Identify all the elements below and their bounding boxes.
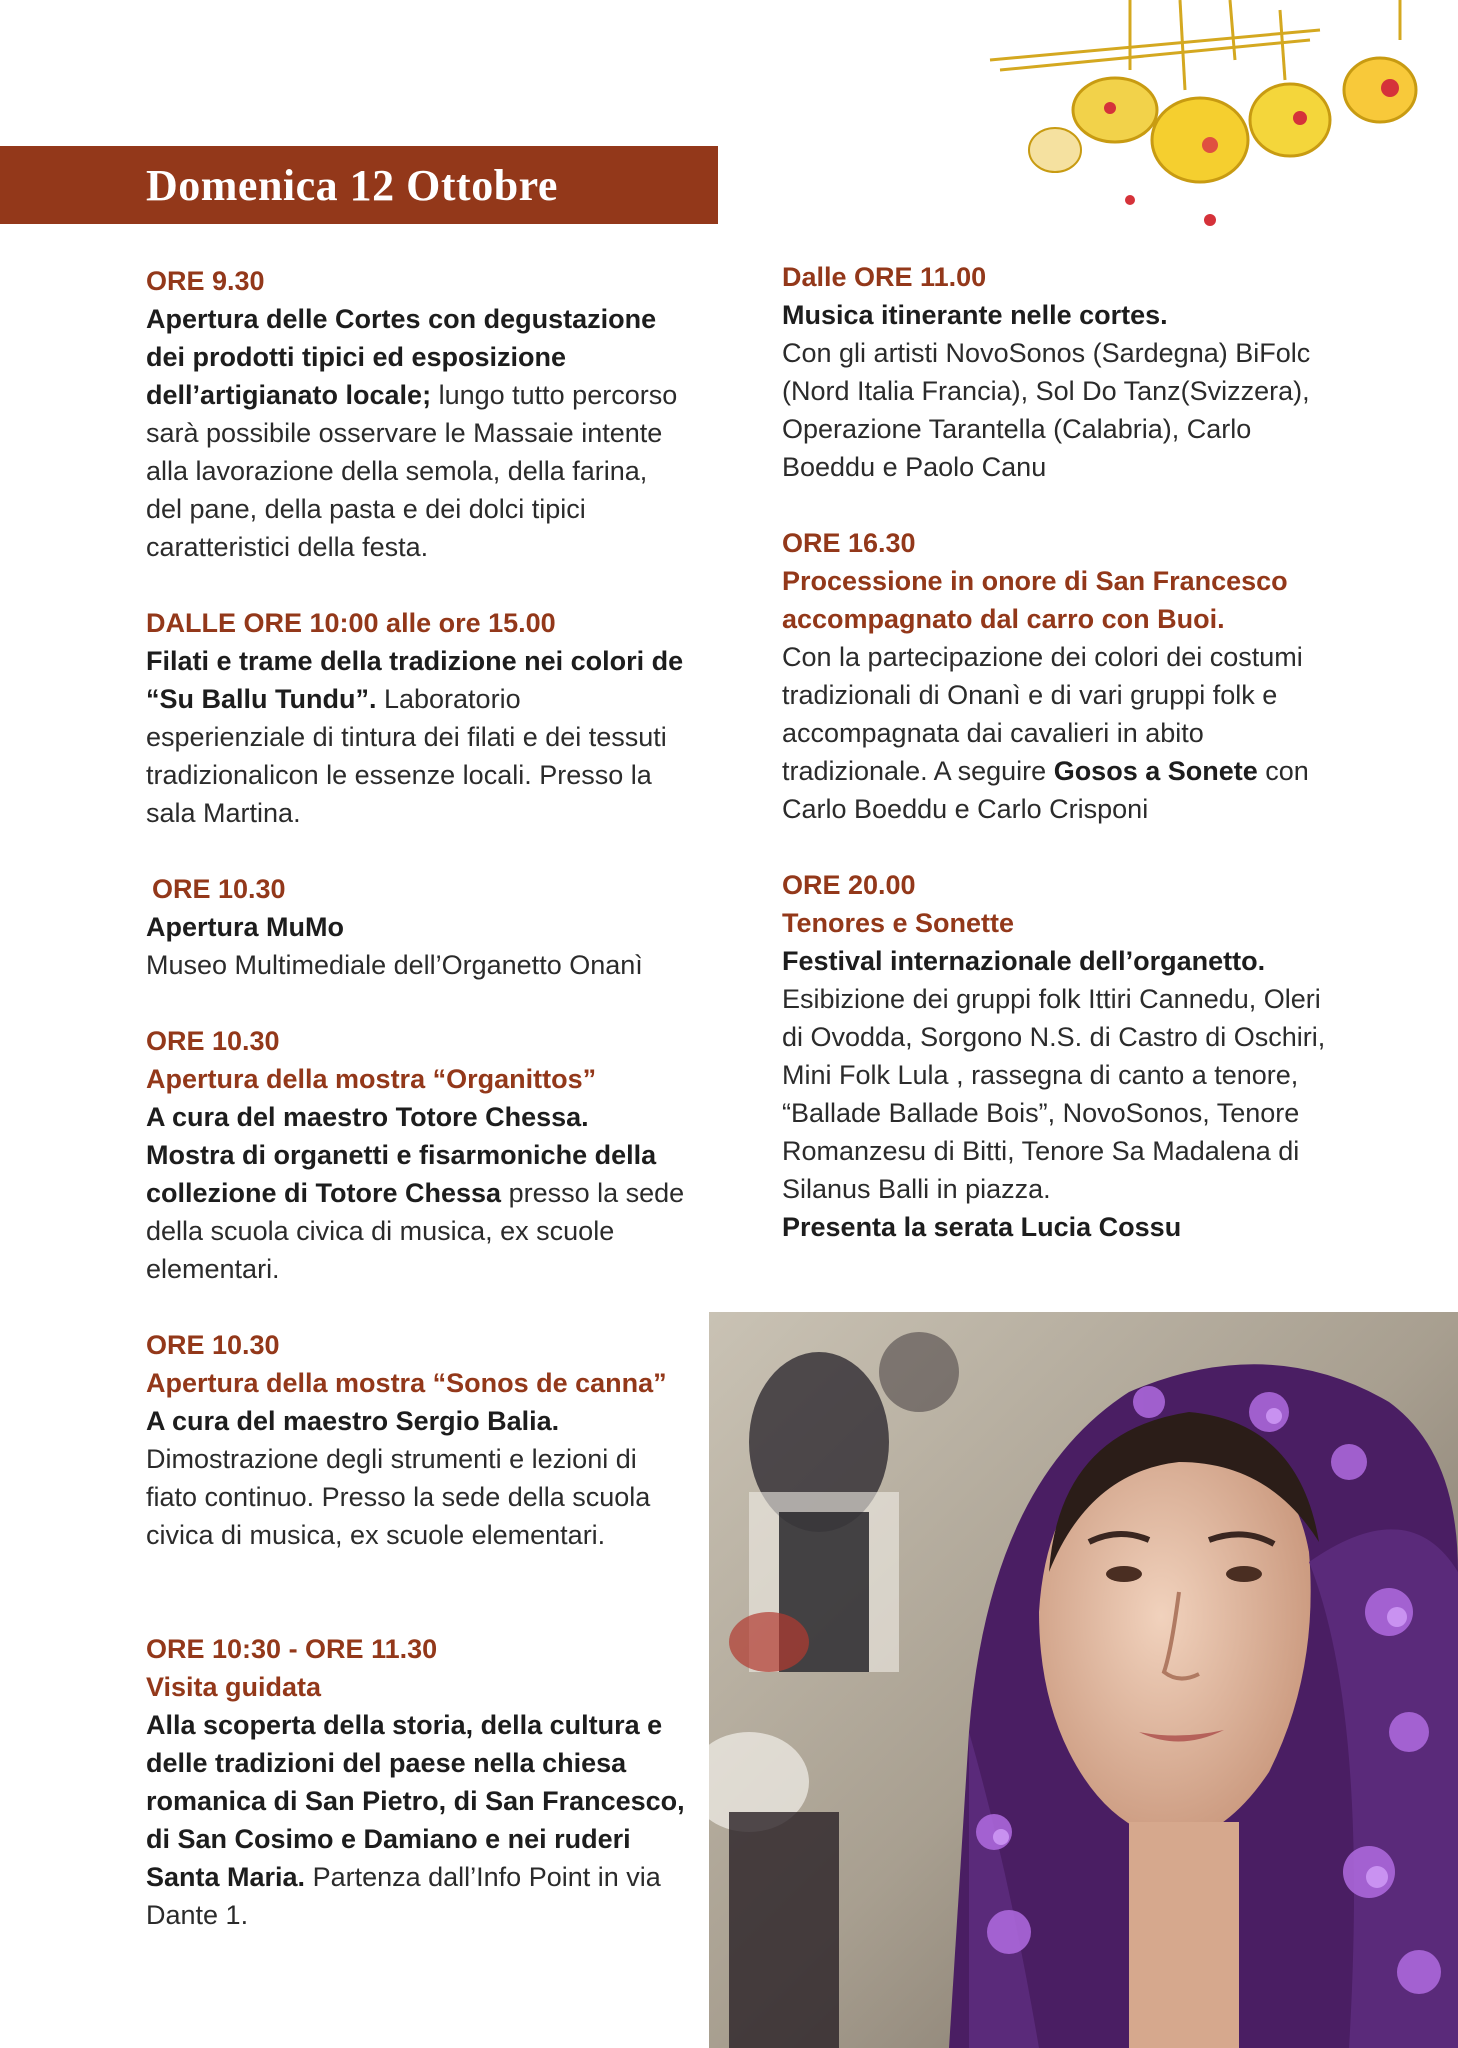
event-text: lungo tutto percorso sarà possibile osservare le Massaie intente alla lavorazione della semola, della farina, del pane, della pasta e dei dolci tipici caratteristici della festa. xyxy=(146,380,678,562)
event-text: Partenza dall’Info Point in via Dante 1. xyxy=(146,1862,661,1930)
page-title: Domenica 12 Ottobre xyxy=(146,161,558,210)
title-bar xyxy=(0,146,718,224)
event-bold-line: A cura del maestro Sergio Balia. xyxy=(146,1406,560,1436)
event-bold-line: A cura del maestro Totore Chessa. xyxy=(146,1102,589,1132)
event-subtitle: Apertura della mostra “Sonos de canna” xyxy=(146,1368,667,1398)
event-time: ORE 10:30 - ORE 11.30 xyxy=(146,1634,438,1664)
event-text: Museo Multimediale dell’Organetto Onanì xyxy=(146,950,643,980)
event-time: ORE 10.30 xyxy=(152,874,286,904)
event-text: presso la sede della scuola civica di musica, ex scuole elementari. xyxy=(146,1178,685,1284)
event-time: ORE 10.30 xyxy=(146,1330,280,1360)
event-2 xyxy=(146,604,686,832)
event-text: con Carlo Boeddu e Carlo Crisponi xyxy=(782,756,1309,824)
event-time: ORE 16.30 xyxy=(782,528,916,558)
bread-ornaments-illustration xyxy=(980,0,1440,240)
event-6 xyxy=(146,1630,686,1934)
event-subtitle: Visita guidata xyxy=(146,1672,322,1702)
event-1 xyxy=(146,262,686,566)
event-3 xyxy=(146,870,686,984)
event-text: Laboratorio esperienziale di tintura dei filati e dei tessuti tradizionalicon le essenze locali. Presso la sala Martina. xyxy=(146,684,667,828)
event-time: DALLE ORE 10:00 alle ore 15.00 xyxy=(146,608,556,638)
event-time: ORE 9.30 xyxy=(146,266,265,296)
event-lead: Mostra di organetti e fisarmoniche della collezione di Totore Chessa xyxy=(146,1140,657,1208)
event-9 xyxy=(782,866,1342,1246)
event-text: Esibizione dei gruppi folk Ittiri Cannedu, Oleri di Ovodda, Sorgono N.S. di Castro di Oschiri, Mini Folk Lula , rassegna di canto a tenore, “Ballade Ballade Bois”, NovoSonos, Tenore Romanzesu di Bitti, Tenore Sa Madalena di Silanus Balli in piazza. xyxy=(782,984,1326,1204)
event-lead: Alla scoperta della storia, della cultura e delle tradizioni del paese nella chiesa romanica di San Pietro, di San Francesco, di San Cosimo e Damiano e nei ruderi Santa Maria. xyxy=(146,1710,685,1892)
event-text: Con gli artisti NovoSonos (Sardegna) BiFolc (Nord Italia Francia), Sol Do Tanz(Svizzera), Operazione Tarantella (Calabria), Carlo Boeddu e Paolo Canu xyxy=(782,338,1311,482)
event-description xyxy=(146,642,686,832)
event-8 xyxy=(782,524,1342,828)
event-bold-mid: Gosos a Sonete xyxy=(1053,756,1258,786)
event-lead: Filati e trame della tradizione nei colori de “Su Ballu Tundu”. xyxy=(146,646,684,714)
event-text: Dimostrazione degli strumenti e lezioni di fiato continuo. Presso la sede della scuola civica di musica, ex scuole elementari. xyxy=(146,1444,651,1550)
event-description xyxy=(782,638,1342,828)
event-lead: Apertura delle Cortes con degustazione dei prodotti tipici ed esposizione dell’artigianato locale; xyxy=(146,304,657,410)
event-7 xyxy=(782,258,1342,486)
event-4 xyxy=(146,1022,686,1288)
event-subtitle: Apertura della mostra “Organittos” xyxy=(146,1064,597,1094)
event-text: Con la partecipazione dei colori dei costumi tradizionali di Onanì e di vari gruppi folk e accompagnata dai cavalieri in abito tradizionale. A seguire xyxy=(782,642,1303,786)
event-closing: Presenta la serata Lucia Cossu xyxy=(782,1212,1182,1242)
event-time: ORE 10.30 xyxy=(146,1026,280,1056)
left-column xyxy=(146,262,686,1972)
event-bold-line: Festival internazionale dell’organetto. xyxy=(782,946,1266,976)
event-bold-line: Musica itinerante nelle cortes. xyxy=(782,300,1168,330)
event-bold-line: Apertura MuMo xyxy=(146,912,344,942)
event-time: ORE 20.00 xyxy=(782,870,916,900)
event-5 xyxy=(146,1326,686,1554)
event-description xyxy=(146,1136,686,1288)
event-time: Dalle ORE 11.00 xyxy=(782,262,987,292)
event-subtitle: Processione in onore di San Francesco accompagnato dal carro con Buoi. xyxy=(782,566,1288,634)
event-description xyxy=(146,1706,686,1934)
event-subtitle: Tenores e Sonette xyxy=(782,908,1015,938)
woman-photo xyxy=(709,1312,1458,2048)
woman-in-purple-scarf-photo xyxy=(709,1312,1458,2048)
right-column xyxy=(782,258,1342,1284)
event-description xyxy=(146,300,686,566)
